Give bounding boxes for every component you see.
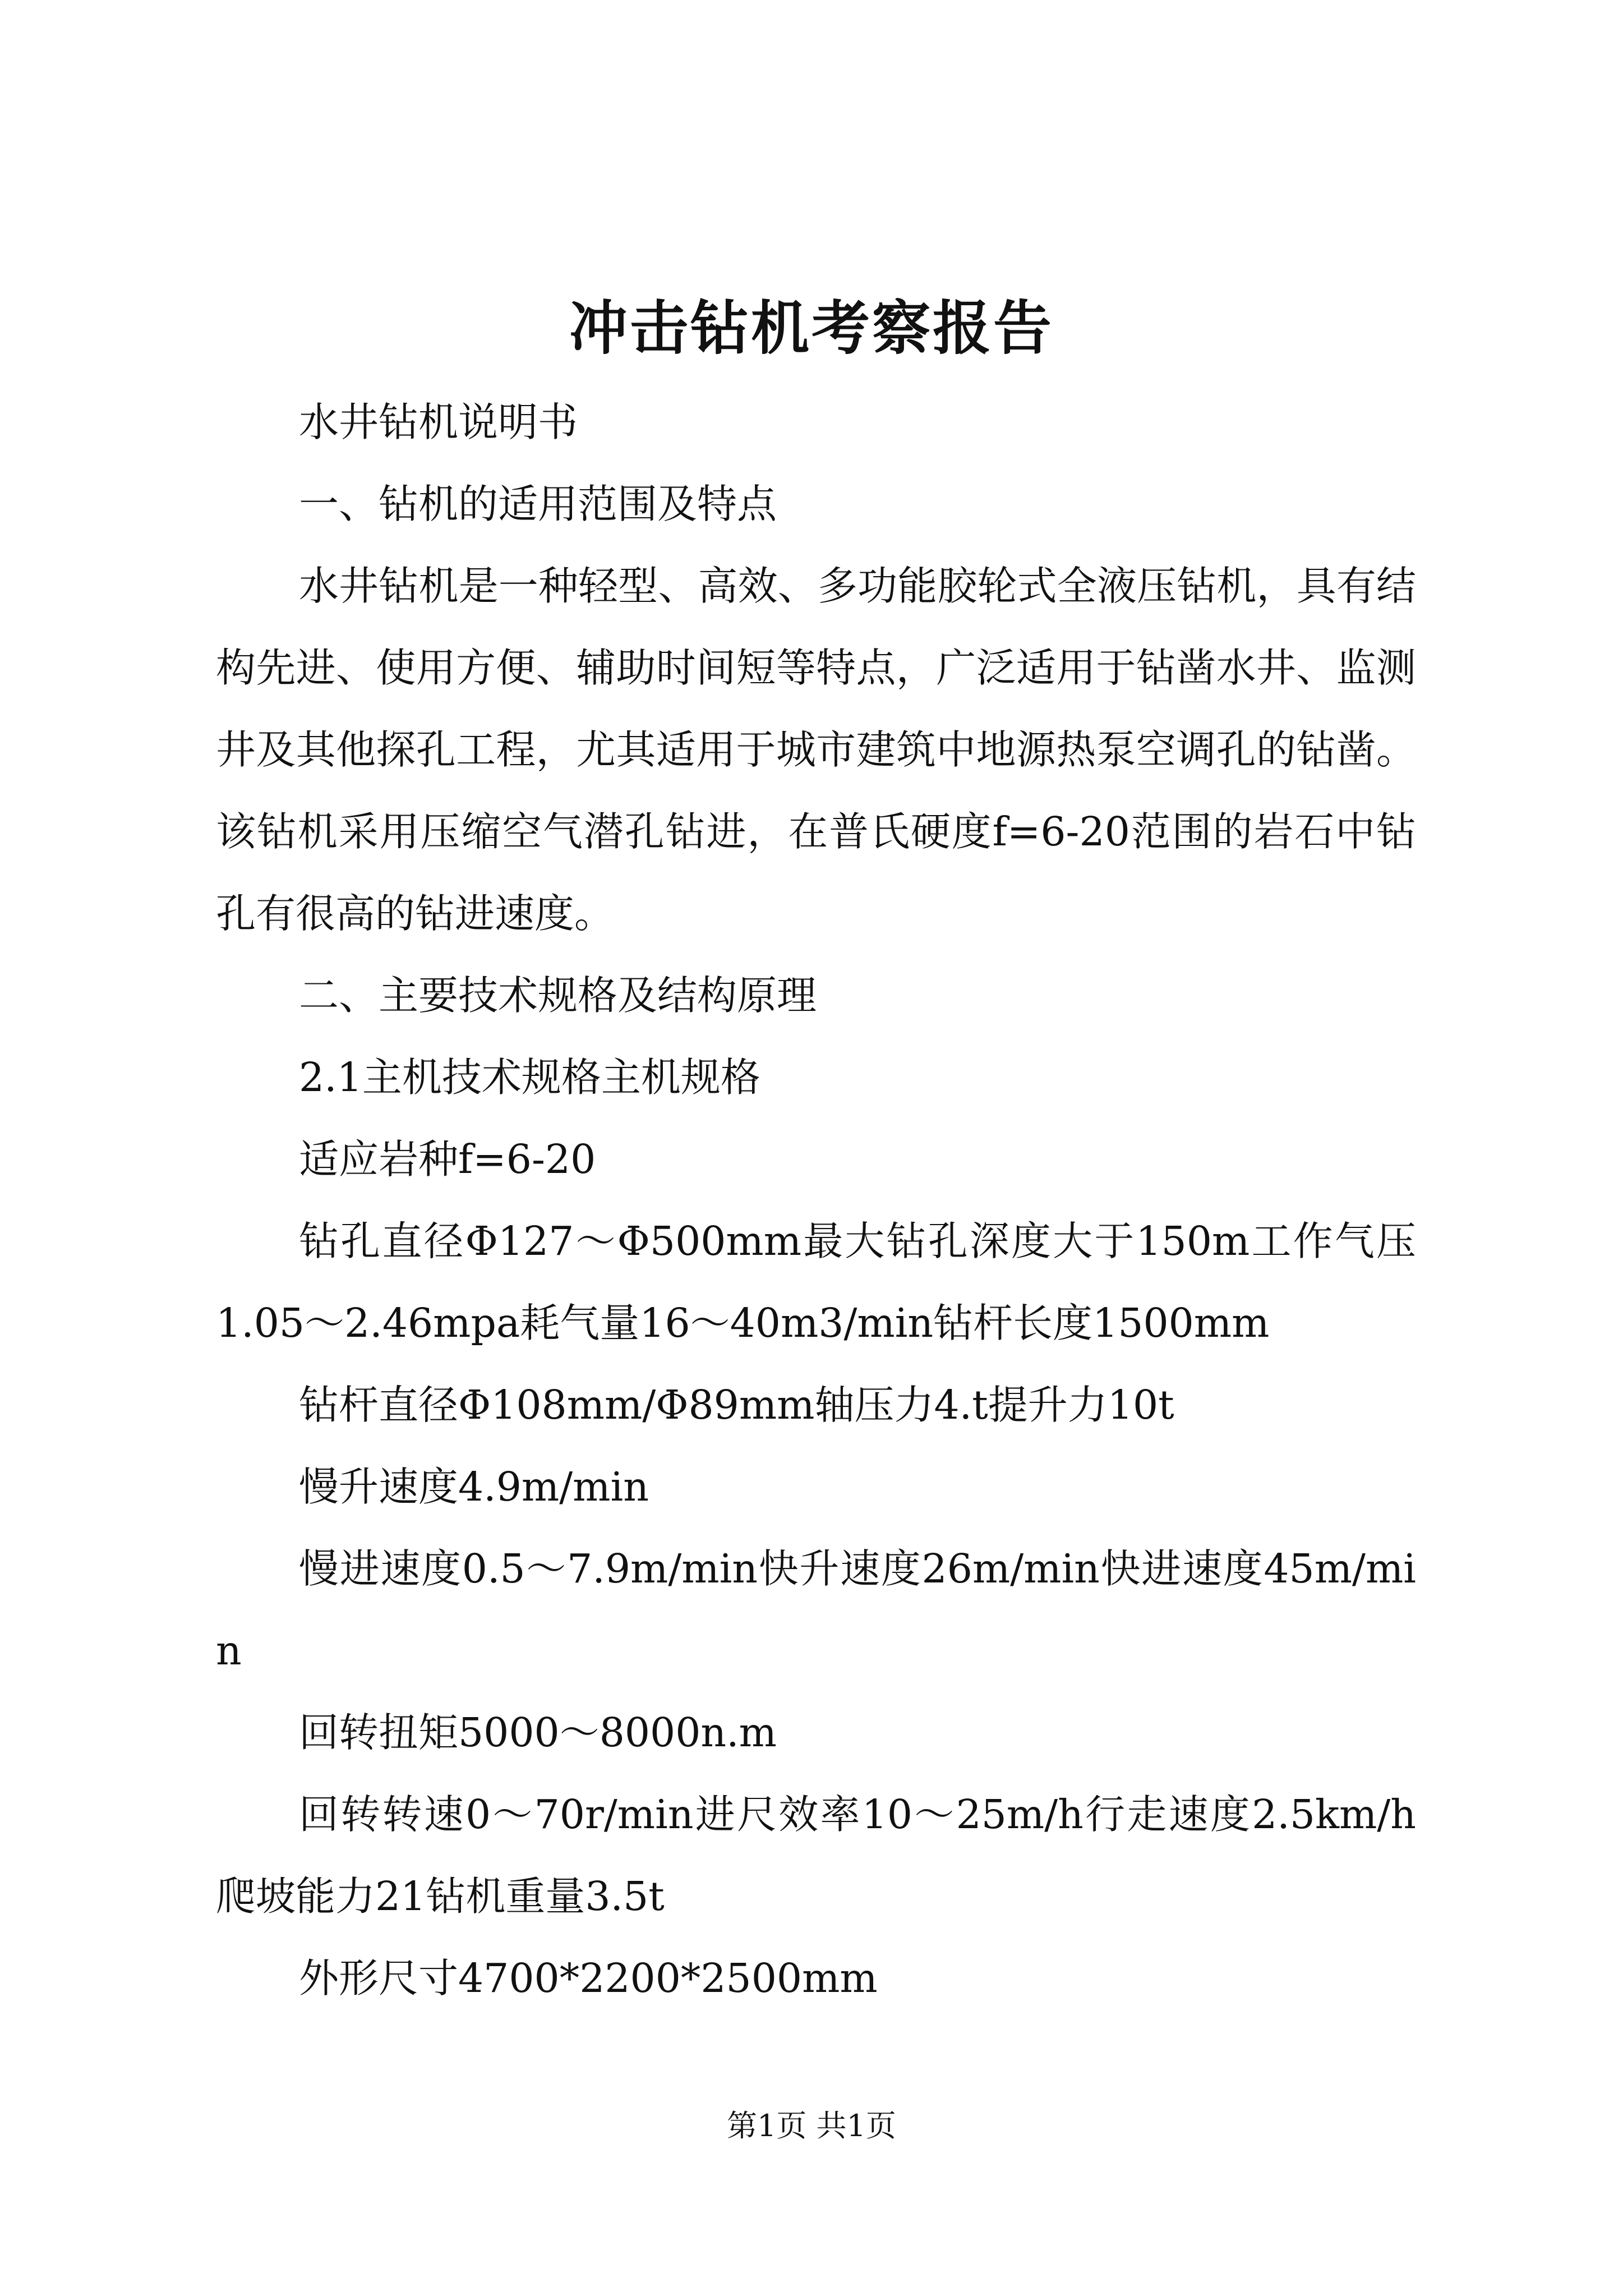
spec-feed-speeds: 慢进速度0.5～7.9m/min快升速度26m/min快进速度45m/min	[216, 1545, 1416, 1674]
section-heading-specs: 二、主要技术规格及结构原理	[299, 972, 817, 1019]
spec-slow-lift-speed: 慢升速度4.9m/min	[299, 1464, 649, 1510]
spec-rotary-torque: 回转扭矩5000～8000n.m	[299, 1709, 777, 1756]
section-heading-scope: 一、钻机的适用范围及特点	[299, 481, 777, 527]
spec-dimensions: 外形尺寸4700*2200*2500mm	[299, 1955, 878, 2001]
subsection-heading-main-specs: 2.1主机技术规格主机规格	[299, 1054, 760, 1101]
document-body	[216, 381, 1416, 2019]
page-footer: 第1页 共1页	[727, 2108, 896, 2143]
spec-drill-rod-diameter: 钻杆直径Φ108mm/Φ89mm轴压力4.t提升力10t	[299, 1382, 1174, 1428]
paragraph-description: 水井钻机是一种轻型、高效、多功能胶轮式全液压钻机，具有结构先进、使用方便、辅助时间短等特点，广泛适用于钻凿水井、监测井及其他探孔工程，尤其适用于城市建筑中地源热泵空调孔的钻凿。该钻机采用压缩空气潜孔钻进，在普氏硬度f=6-20范围的岩石中钻孔有很高的钻进速度。	[216, 563, 1416, 937]
spec-drilling-diameter: 钻孔直径Φ127～Φ500mm最大钻孔深度大于150m工作气压1.05～2.46mpa耗气量16～40m3/min钻杆长度1500mm	[216, 1218, 1416, 1346]
paragraph-heading-manual: 水井钻机说明书	[299, 399, 578, 445]
spec-rock-type: 适应岩种f=6-20	[299, 1136, 596, 1182]
document-title: 冲击钻机考察报告	[569, 293, 1054, 362]
spec-rotary-speed: 回转转速0～70r/min进尺效率10～25m/h行走速度2.5km/h爬坡能力21钻机重量3.5t	[216, 1791, 1416, 1920]
